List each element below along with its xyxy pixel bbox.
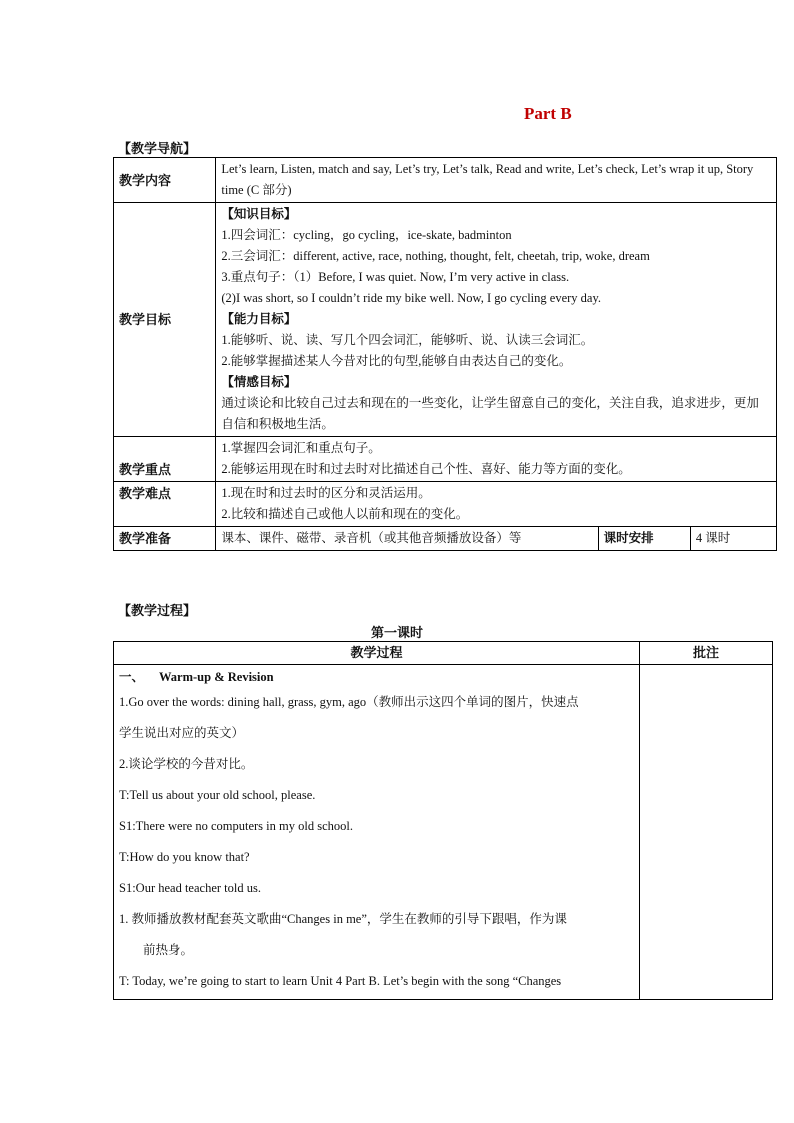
table-row — [114, 642, 773, 665]
table-row — [114, 482, 777, 527]
process-line: 学生说出对应的英文） — [119, 726, 245, 740]
process-line: 1.Go over the words: dining hall, grass, gym, ago（教师出示这四个单词的图片，快速点 — [119, 695, 579, 709]
difficult-points-text — [216, 482, 777, 527]
prep-text: 课本、课件、磁带、录音机（或其他音频播放设备）等 — [216, 527, 598, 551]
heading-number: 一、 — [119, 670, 145, 684]
schedule-value: 4 课时 — [690, 527, 776, 551]
nav-section-label: 【教学导航】 — [118, 141, 197, 156]
goal-line: 1.能够听、说、读、写几个四会词汇，能够听、说、认读三会词汇。 — [221, 333, 594, 347]
difficult-line: 1.现在时和过去时的区分和灵活运用。 — [221, 486, 431, 500]
teaching-process-table — [113, 641, 773, 1000]
process-line: S1:Our head teacher told us. — [119, 881, 261, 895]
warmup-heading — [119, 667, 634, 687]
goal-line: 通过谈论和比较自己过去和现在的一些变化，让学生留意自己的变化，关注自我，追求进步，更加自信和积极地生活。 — [221, 396, 759, 431]
process-body — [114, 665, 640, 1000]
key-points-label: 教学重点 — [114, 437, 216, 482]
process-column-header: 教学过程 — [114, 642, 640, 665]
notes-cell — [640, 665, 773, 1000]
table-row — [114, 158, 777, 203]
schedule-label: 课时安排 — [598, 527, 690, 551]
goal-line: 【能力目标】 — [221, 312, 297, 326]
prep-label: 教学准备 — [114, 527, 216, 551]
process-line: T:Tell us about your old school, please. — [119, 788, 316, 802]
process-line: T:How do you know that? — [119, 850, 250, 864]
teaching-navigation-table — [113, 157, 777, 551]
table-row — [114, 437, 777, 482]
goal-line: 【知识目标】 — [221, 207, 297, 221]
table-row — [114, 665, 773, 1000]
key-points-text — [216, 437, 777, 482]
goals-label: 教学目标 — [114, 203, 216, 437]
notes-column-header: 批注 — [640, 642, 773, 665]
lesson-title: 第一课时 — [370, 625, 423, 640]
difficult-points-label: 教学难点 — [114, 482, 216, 527]
process-line: T: Today, we’re going to start to learn Unit 4 Part B. Let’s begin with the song “Changes — [119, 974, 562, 988]
key-line: 1.掌握四会词汇和重点句子。 — [221, 441, 381, 455]
content-text: Let’s learn, Listen, match and say, Let’s try, Let’s talk, Read and write, Let’s check, Let’s wrap it up, Story time (C 部分) — [216, 158, 777, 203]
goal-line: 2.三会词汇：different, active, race, nothing, thought, felt, cheetah, trip, woke, dream — [221, 249, 650, 263]
goal-line: 2.能够掌握描述某人今昔对比的句型,能够自由表达自己的变化。 — [221, 354, 572, 368]
goal-line: 3.重点句子：（1）Before, I was quiet. Now, I’m very active in class. — [221, 270, 570, 284]
heading-text: Warm-up & Revision — [159, 670, 274, 684]
difficult-line: 2.比较和描述自己或他人以前和现在的变化。 — [221, 507, 469, 521]
goals-text — [216, 203, 777, 437]
goal-line: 【情感目标】 — [221, 375, 297, 389]
table-row — [114, 203, 777, 437]
key-line: 2.能够运用现在时和过去时对比描述自己个性、喜好、能力等方面的变化。 — [221, 462, 631, 476]
goal-line: (2)I was short, so I couldn’t ride my bike well. Now, I go cycling every day. — [221, 291, 602, 305]
process-section-label: 【教学过程】 — [118, 603, 197, 618]
page-title: Part B — [524, 104, 572, 123]
process-line: 1. 教师播放教材配套英文歌曲“Changes in me”，学生在教师的引导下跟唱，作为课 — [119, 912, 567, 926]
process-line: S1:There were no computers in my old school. — [119, 819, 353, 833]
table-row — [114, 527, 777, 551]
content-label: 教学内容 — [114, 158, 216, 203]
goal-line: 1.四会词汇：cycling，go cycling，ice-skate, badminton — [221, 228, 512, 242]
process-line: 2.谈论学校的今昔对比。 — [119, 757, 254, 771]
process-line: 前热身。 — [143, 943, 194, 957]
